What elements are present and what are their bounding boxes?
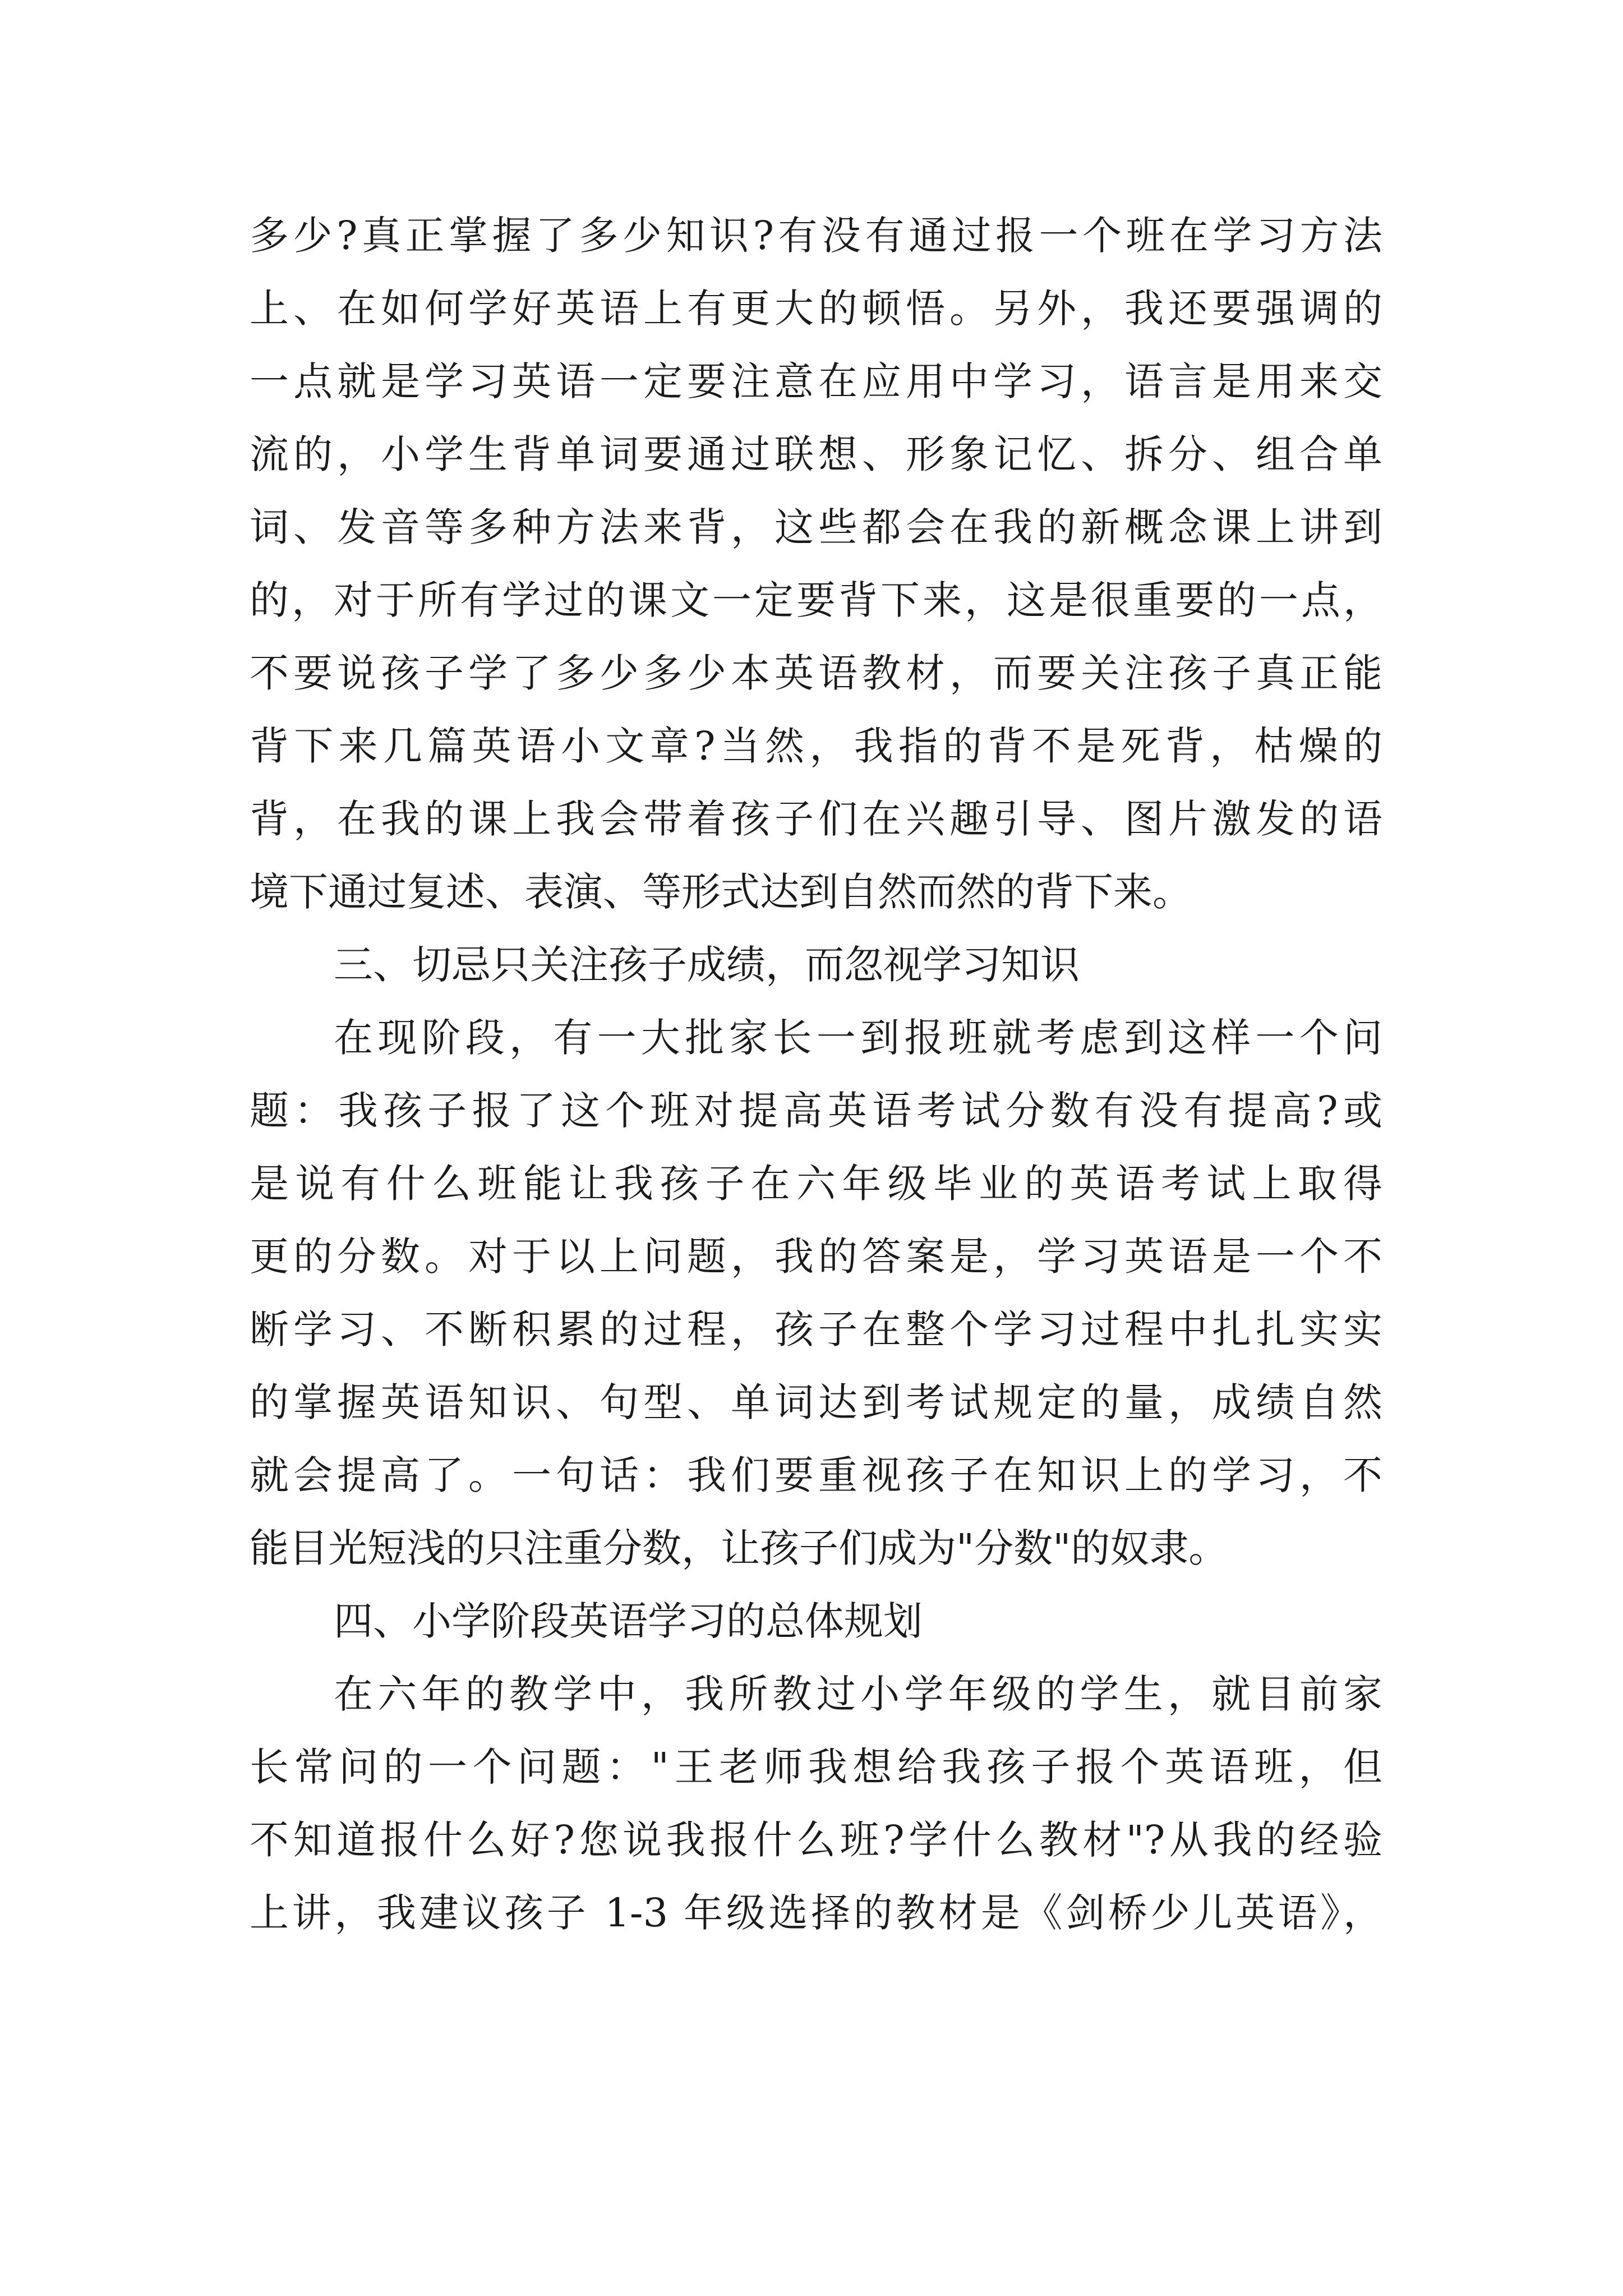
text-line: 能目光短浅的只注重分数，让孩子们成为"分数"的奴隶。 bbox=[250, 1525, 1228, 1571]
text-line: 在现阶段，有一大批家长一到报班就考虑到这样一个问 bbox=[334, 1015, 1382, 1061]
text-line: 的掌握英语知识、句型、单词达到考试规定的量，成绩自然 bbox=[250, 1379, 1382, 1425]
text-line: 在六年的教学中，我所教过小学年级的学生，就目前家 bbox=[334, 1671, 1382, 1717]
text-line: 长常问的一个问题："王老师我想给我孩子报个英语班，但 bbox=[250, 1744, 1382, 1790]
text-line: 是说有什么班能让我孩子在六年级毕业的英语考试上取得 bbox=[250, 1161, 1382, 1207]
text-line: 多少?真正掌握了多少知识?有没有通过报一个班在学习方法 bbox=[250, 213, 1382, 259]
document-page bbox=[250, 199, 1382, 1949]
text-line: 不要说孩子学了多少多少本英语教材，而要关注孩子真正能 bbox=[250, 650, 1382, 696]
text-line: 流的，小学生背单词要通过联想、形象记忆、拆分、组合单 bbox=[250, 431, 1382, 477]
text-line: 断学习、不断积累的过程，孩子在整个学习过程中扎扎实实 bbox=[250, 1306, 1382, 1352]
text-line: 词、发音等多种方法来背，这些都会在我的新概念课上讲到 bbox=[250, 504, 1382, 550]
text-line: 更的分数。对于以上问题，我的答案是，学习英语是一个不 bbox=[250, 1234, 1382, 1280]
text-line: 上、在如何学好英语上有更大的顿悟。另外，我还要强调的 bbox=[250, 286, 1382, 332]
text-line: 的，对于所有学过的课文一定要背下来，这是很重要的一点， bbox=[250, 577, 1382, 623]
text-line: 境下通过复述、表演、等形式达到自然而然的背下来。 bbox=[250, 869, 1192, 915]
text-line: 上讲，我建议孩子 1-3 年级选择的教材是《剑桥少儿英语》， bbox=[250, 1890, 1382, 1936]
text-line: 一点就是学习英语一定要注意在应用中学习，语言是用来交 bbox=[250, 358, 1382, 404]
text-line: 就会提高了。一句话：我们要重视孩子在知识上的学习，不 bbox=[250, 1452, 1382, 1498]
section-heading: 三、切忌只关注孩子成绩，而忽视学习知识 bbox=[334, 942, 1080, 988]
text-line: 背下来几篇英语小文章?当然，我指的背不是死背，枯燥的 bbox=[250, 723, 1382, 769]
text-line: 不知道报什么好?您说我报什么班?学什么教材"?从我的经验 bbox=[250, 1817, 1382, 1863]
section-heading: 四、小学阶段英语学习的总体规划 bbox=[334, 1598, 923, 1644]
text-line: 题：我孩子报了这个班对提高英语考试分数有没有提高?或 bbox=[250, 1088, 1382, 1134]
text-line: 背，在我的课上我会带着孩子们在兴趣引导、图片激发的语 bbox=[250, 796, 1382, 842]
